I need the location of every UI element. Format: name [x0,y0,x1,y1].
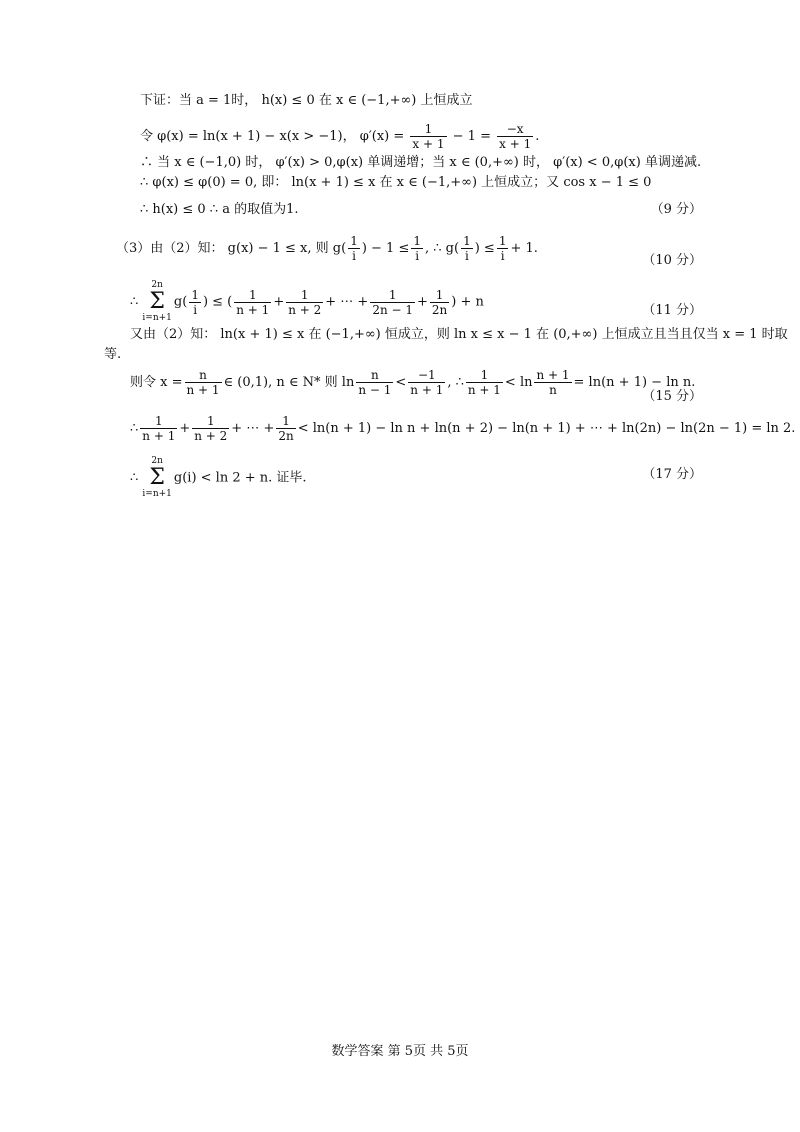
fraction: $\frac{1}{2n - 1}$ [372,287,414,317]
fraction: $\frac{n + 1}{n}$ [536,368,570,397]
score-mark: （10 分） [642,253,702,268]
fraction: $\frac{1}{2n}$ [278,414,294,443]
fraction: $\frac{1}{n + 1}$ [467,368,501,397]
part3-intro: （3）由（2）知： g(x) − 1 ≤ x, 则 g( [116,241,347,256]
score-mark: （15 分） [642,389,702,404]
fraction: $\frac{-1}{n + 1}$ [410,368,444,397]
fraction: $\frac{1}{i}$ [350,234,358,263]
fraction: $\frac{1}{i}$ [413,234,421,263]
paragraph-text: 等. [104,347,122,362]
fraction: $\frac{1}{i}$ [498,234,507,263]
fraction: $\frac{n}{n + 1}$ [186,368,220,397]
fraction: $\frac{1}{i}$ [191,287,199,317]
document-page: 下证：当 a = 1时， h(x) ≤ 0 在 x ∈ (−1,+∞) 上恒成立 令 φ(x) = ln(x + 1) − x(x > −1)， φ′(x) = $\frac{1}{x + 1}$ − 1 = $\frac{-x}{x + 1}$ . ∴ 当 x ∈ (−1,0) 时， φ′(x) > 0,φ(x) 单调递增；当 x ∈ (0,+∞) 时， φ′(x) < 0,φ(x) 单调递减. ∴ φ(x) ≤ φ(0) = 0, 即： ln(x + 1) ≤ x 在 x ∈ (−1,+∞) 上恒成立；又 cos x − 1 ≤ 0 ∴ h(x) ≤ 0 ∴ a 的取值为1. （9 分） （3）由（2）知： g(x) − 1 ≤ x, 则 g( $\frac{1}{i}$ ) − 1 ≤ $\frac{1}{i}$ , ∴ g( $\frac{1}{i}$ ) ≤ $\frac{1}{i}$ + 1. （10 分） ∴ 2n Σ i=n+1 g( $\frac{1}{i}$ ) ≤ ( $\frac{1}{n + 1}$ + $\frac{1}{n + 2}$ + ⋯ + $\frac{1}{2n - 1}$ + $\frac{1}{2n}$ ) + n （11 分） 又由（2）知： ln(x + 1) ≤ x 在 (−1,+∞) 恒成立，则 ln x ≤ x − 1 在 (0,+∞) 上恒成立且当且仅当 x = 1 时取 等. 则令 x = $\frac{n}{n + 1}$ ∈ (0,1), n ∈ N* 则 ln $\frac{n}{n - 1}$ < $\frac{-1}{n + 1}$ , ∴ $\frac{1}{n + 1}$ < ln $\frac{n + 1}{n}$ = ln(n + 1) − ln n. （15 分） ∴ $\frac{1}{n + 1}$ + $\frac{1}{n + 2}$ + ⋯ + $\frac{1}{2n}$ < ln(n + 1) − ln n + ln(n + 2) − ln(n + 1) + ⋯ + ln(2n) − ln(2n − 1) = ln 2. ∴ 2n Σ i=n+1 g(i) < ln 2 + n. 证毕. （17 分） 数学答案 第 5页 共 5页 [0,0,800,1132]
summation: 2n Σ i=n+1 [142,280,172,323]
fraction: $\frac{1}{n + 2}$ [288,287,322,317]
paragraph-text: 又由（2）知： ln(x + 1) ≤ x 在 (−1,+∞) 恒成立，则 ln x ≤ x − 1 在 (0,+∞) 上恒成立且当且仅当 x = 1 时取 [130,327,788,342]
proof-statement: 下证：当 a = 1时， h(x) ≤ 0 在 x ∈ (−1,+∞) 上恒成立 [140,93,473,108]
summation: 2n Σ i=n+1 [142,456,172,499]
fraction: $\frac{1}{n + 1}$ [142,414,176,443]
conclusion-line: ∴ h(x) ≤ 0 ∴ a 的取值为1. [140,202,299,217]
phi-definition: 令 φ(x) = ln(x + 1) − x(x > −1)， φ′(x) = [140,129,405,144]
page-footer: 数学答案 第 5页 共 5页 [331,1044,469,1059]
score-mark: （17 分） [642,467,702,482]
score-mark: （11 分） [642,303,702,318]
fraction: $\frac{n}{n - 1}$ [358,368,392,397]
monotonicity-line: ∴ 当 x ∈ (−1,0) 时， φ′(x) > 0,φ(x) 单调递增；当 x ∈ (0,+∞) 时， φ′(x) < 0,φ(x) 单调递减. [140,155,702,170]
inequality-line: ∴ φ(x) ≤ φ(0) = 0, 即： ln(x + 1) ≤ x 在 x ∈ (−1,+∞) 上恒成立；又 cos x − 1 ≤ 0 [140,175,652,190]
fraction: $\frac{1}{i}$ [463,234,471,263]
fraction: $\frac{1}{n + 1}$ [236,287,270,317]
fraction: $\frac{-x}{x + 1}$ [499,122,532,151]
fraction: $\frac{1}{n + 2}$ [194,414,228,443]
score-mark: （9 分） [650,202,702,217]
fraction: $\frac{1}{2n}$ [431,287,448,317]
fraction: $\frac{1}{x + 1}$ [412,122,445,151]
